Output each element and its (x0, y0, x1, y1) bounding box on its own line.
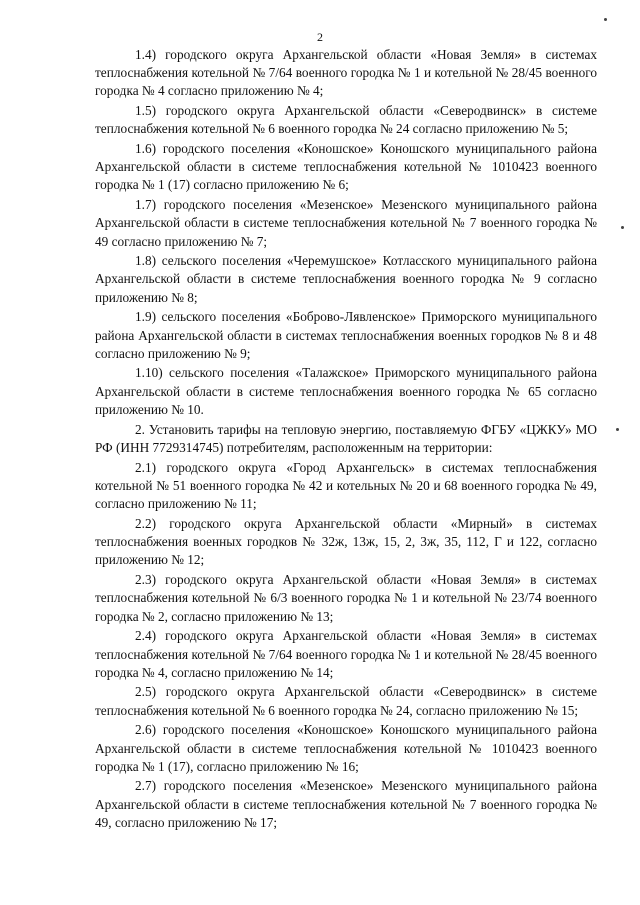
scan-speck (604, 18, 607, 21)
paragraph-1-9: 1.9) сельского поселения «Боброво-Лявленское» Приморского муниципального района Архангельской области в системах теплоснабжения военных городков № 8 и 48 согласно приложению № 9; (95, 309, 597, 361)
paragraph-1-5: 1.5) городского округа Архангельской области «Северодвинск» в системе теплоснабжения котельной № 6 военного городка № 24 согласно приложению № 5; (95, 103, 597, 137)
paragraph-1-4: 1.4) городского округа Архангельской области «Новая Земля» в системах теплоснабжения котельной № 7/64 военного городка № 1 и котельной № 28/45 военного городка № 4 согласно приложению № 4; (95, 47, 597, 99)
paragraph-2-5: 2.5) городского округа Архангельской области «Северодвинск» в системе теплоснабжения котельной № 6 военного городка № 24, согласно приложению № 15; (95, 684, 597, 718)
paragraph-2-1: 2.1) городского округа «Город Архангельск» в системах теплоснабжения котельной № 51 военного городка № 42 и котельных № 20 и 68 военного городка № 49, согласно приложению № 11; (95, 459, 597, 512)
paragraph-2-3: 2.3) городского округа Архангельской области «Новая Земля» в системах теплоснабжения котельной № 6/3 военного городка № 1 и котельной № 23/74 военного городка № 2, согласно приложению № 13; (95, 572, 597, 624)
paragraph-2-2: 2.2) городского округа Архангельской области «Мирный» в системах теплоснабжения военных городков № 32ж, 13ж, 15, 2, 3ж, 35, 112, Г и 122, согласно приложению № 12; (95, 516, 597, 568)
paragraph-2: 2. Установить тарифы на тепловую энергию, поставляемую ФГБУ «ЦЖКУ» МО РФ (ИНН 7729314745) потребителям, расположенным на территории: (95, 422, 597, 456)
page-number: 2 (317, 30, 323, 44)
paragraph-2-7: 2.7) городского поселения «Мезенское» Мезенского муниципального района Архангельской области в системе теплоснабжения котельной № 7 военного городка № 49, согласно приложению № 17; (95, 778, 597, 830)
scan-speck (621, 226, 624, 229)
paragraph-1-6: 1.6) городского поселения «Коношское» Коношского муниципального района Архангельской области в системе теплоснабжения котельной № 1010423 военного городка № 1 (17) согласно приложению № 6; (95, 141, 597, 193)
paragraph-1-8: 1.8) сельского поселения «Черемушское» Котласского муниципального района Архангельской области в системе теплоснабжения военного городка № 9 согласно приложению № 8; (95, 253, 597, 305)
paragraph-1-10: 1.10) сельского поселения «Талажское» Приморского муниципального района Архангельской области в системе теплоснабжения военного городка № 65 согласно приложению № 10. (95, 365, 597, 417)
paragraph-2-4: 2.4) городского округа Архангельской области «Новая Земля» в системах теплоснабжения котельной № 7/64 военного городка № 1 и котельной № 28/45 военного городка № 4, согласно приложению № 14; (95, 628, 597, 680)
document-body (95, 46, 597, 834)
scan-speck (616, 428, 619, 431)
paragraph-1-7: 1.7) городского поселения «Мезенское» Мезенского муниципального района Архангельской области в системе теплоснабжения котельной № 7 военного городка № 49 согласно приложению № 7; (95, 197, 597, 249)
paragraph-2-6: 2.6) городского поселения «Коношское» Коношского муниципального района Архангельской области в системе теплоснабжения котельной № 1010423 военного городка № 1 (17), согласно приложению № 16; (95, 722, 597, 774)
